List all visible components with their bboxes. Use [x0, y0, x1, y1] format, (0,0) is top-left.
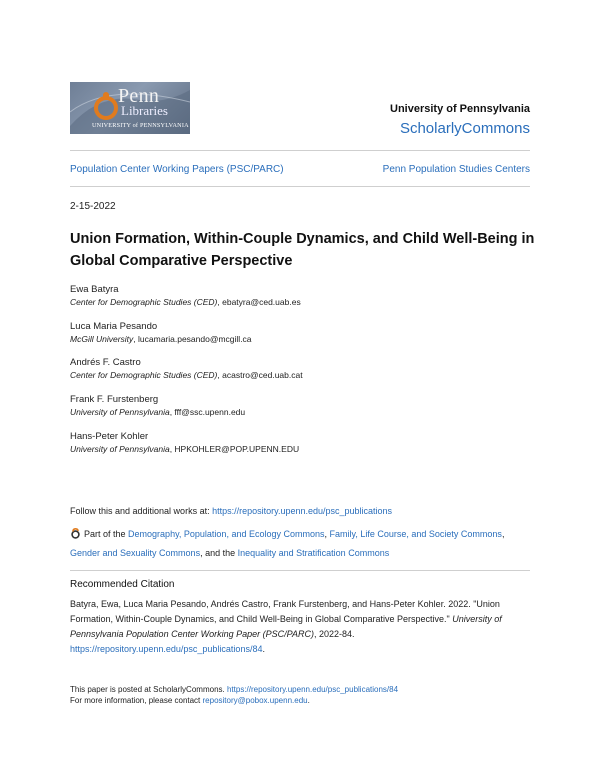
author-affiliation: Center for Demographic Studies (CED) — [70, 297, 218, 307]
scholarlycommons-link[interactable]: ScholarlyCommons — [399, 120, 530, 137]
citation-number: , 2022-84. — [313, 629, 355, 639]
author-contact: HPKOHLER@POP.UPENN.EDU — [174, 444, 300, 454]
author-block: Luca Maria Pesando McGill University, lucamaria.pesando@mcgill.ca — [70, 321, 252, 344]
author-name: Frank F. Furstenberg — [70, 394, 159, 405]
footer-contact-email[interactable]: repository@pobox.upenn.edu — [202, 696, 308, 705]
footer-posted-line — [70, 685, 398, 694]
university-name: University of Pennsylvania — [390, 103, 530, 115]
follow-text: Follow this and additional works at: — [70, 506, 210, 516]
logo-libraries-text: Libraries — [121, 103, 168, 118]
footer-contact-line — [70, 696, 310, 705]
author-block: Andrés F. Castro Center for Demographic Studies (CED), acastro@ced.uab.cat — [70, 357, 303, 380]
footer-posted-text: This paper is posted at ScholarlyCommons. — [70, 685, 225, 694]
penn-libraries-logo[interactable] — [70, 82, 190, 134]
citation-series: University of Pennsylvania Population Center Working Paper (PSC/PARC) — [70, 614, 502, 639]
author-block: Hans-Peter Kohler University of Pennsylvania, HPKOHLER@POP.UPENN.EDU — [70, 431, 300, 454]
citation-text: Batyra, Ewa, Luca Maria Pesando, Andrés Castro, Frank Furstenberg, and Hans-Peter Kohler. 2022. "Union Formation, Within-Couple Dynamics, and Child Well-Being in Global Comparative Perspective." — [70, 599, 500, 624]
commons-link-family[interactable]: Family, Life Course, and Society Commons — [329, 529, 502, 539]
collection-link-penn-population[interactable]: Penn Population Studies Centers — [382, 164, 530, 175]
open-access-icon — [70, 528, 81, 545]
author-contact: acastro@ced.uab.cat — [222, 370, 303, 380]
author-block: Ewa Batyra Center for Demographic Studies (CED), ebatyra@ced.uab.es — [70, 284, 301, 307]
commons-link-gender[interactable]: Gender and Sexuality Commons — [70, 548, 201, 558]
author-name: Andrés F. Castro — [70, 357, 141, 368]
part-of-prefix: Part of the — [84, 529, 126, 539]
paper-title: Union Formation, Within-Couple Dynamics, and Child Well-Being in Global Comparative Perspective — [70, 231, 535, 269]
author-contact: lucamaria.pesando@mcgill.ca — [138, 334, 252, 344]
author-affiliation: McGill University — [70, 334, 134, 344]
divider — [70, 150, 530, 151]
author-name: Hans-Peter Kohler — [70, 431, 149, 442]
author-contact: fff@ssc.upenn.edu — [174, 407, 246, 417]
author-block: Frank F. Furstenberg University of Pennsylvania, fff@ssc.upenn.edu — [70, 394, 246, 417]
part-of-block — [70, 526, 510, 562]
divider — [70, 186, 530, 187]
author-affiliation: University of Pennsylvania — [70, 407, 170, 417]
separator: , — [501, 529, 505, 539]
footer-contact-end: . — [307, 696, 310, 705]
citation-body — [70, 597, 532, 657]
citation-heading: Recommended Citation — [70, 579, 175, 590]
divider — [70, 570, 530, 571]
author-contact: ebatyra@ced.uab.es — [222, 297, 301, 307]
follow-url-link[interactable]: https://repository.upenn.edu/psc_publications — [212, 506, 393, 516]
author-name: Ewa Batyra — [70, 284, 119, 295]
collection-link-psc-parc[interactable]: Population Center Working Papers (PSC/PARC) — [70, 164, 284, 175]
author-name: Luca Maria Pesando — [70, 321, 158, 332]
footer-posted-link[interactable]: https://repository.upenn.edu/psc_publications/84 — [226, 685, 399, 694]
commons-link-inequality[interactable]: Inequality and Stratification Commons — [237, 548, 390, 558]
commons-link-demography[interactable]: Demography, Population, and Ecology Commons — [128, 529, 325, 539]
author-affiliation: University of Pennsylvania — [70, 444, 170, 454]
author-affiliation: Center for Demographic Studies (CED) — [70, 370, 218, 380]
separator: , and the — [200, 548, 236, 558]
logo-subtitle-text: UNIVERSITY of PENNSYLVANIA — [92, 122, 189, 129]
citation-end: . — [262, 644, 265, 654]
publication-date: 2-15-2022 — [70, 201, 116, 212]
citation-url-link[interactable]: https://repository.upenn.edu/psc_publications/84 — [70, 644, 263, 654]
logo-penn-text: Penn — [118, 85, 160, 107]
separator: , — [324, 529, 328, 539]
follow-line — [70, 506, 392, 516]
footer-contact-text: For more information, please contact — [70, 696, 201, 705]
